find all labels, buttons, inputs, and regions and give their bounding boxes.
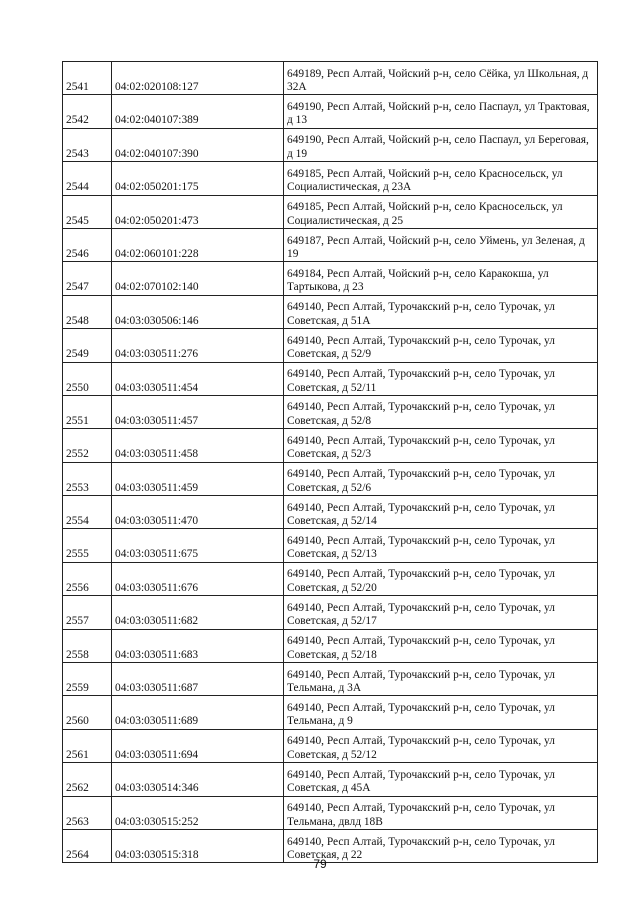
row-number-cell: 2550 [63, 362, 112, 395]
cadastral-number-cell: 04:03:030511:682 [112, 596, 284, 629]
row-number-cell: 2558 [63, 629, 112, 662]
cadastral-number-cell: 04:03:030506:146 [112, 295, 284, 328]
row-number-cell: 2547 [63, 262, 112, 295]
address-cell: 649140, Респ Алтай, Турочакский р-н, село Турочак, ул Тельмана, двлд 18В [284, 796, 598, 829]
table-row [63, 663, 598, 696]
property-table [62, 61, 598, 863]
row-number-cell: 2559 [63, 663, 112, 696]
cadastral-number-cell: 04:03:030511:694 [112, 729, 284, 762]
table-row [63, 395, 598, 428]
cadastral-number-cell: 04:03:030514:346 [112, 763, 284, 796]
address-cell: 649140, Респ Алтай, Турочакский р-н, село Турочак, ул Тельмана, д 9 [284, 696, 598, 729]
row-number-cell: 2546 [63, 228, 112, 261]
page-number: 79 [313, 857, 327, 871]
table-row [63, 128, 598, 161]
row-number-cell: 2561 [63, 729, 112, 762]
table-row [63, 629, 598, 662]
cadastral-number-cell: 04:03:030511:675 [112, 529, 284, 562]
address-cell: 649185, Респ Алтай, Чойский р-н, село Красносельск, ул Социалистическая, д 23А [284, 162, 598, 195]
table-row [63, 262, 598, 295]
table-row [63, 295, 598, 328]
address-cell: 649190, Респ Алтай, Чойский р-н, село Паспаул, ул Береговая, д 19 [284, 128, 598, 161]
table-row [63, 462, 598, 495]
address-cell: 649140, Респ Алтай, Турочакский р-н, село Турочак, ул Советская, д 22 [284, 829, 598, 862]
cadastral-number-cell: 04:03:030511:687 [112, 663, 284, 696]
address-cell: 649189, Респ Алтай, Чойский р-н, село Сёйка, ул Школьная, д 32А [284, 62, 598, 95]
table-row [63, 763, 598, 796]
table-row [63, 729, 598, 762]
cadastral-number-cell: 04:03:030511:470 [112, 496, 284, 529]
address-cell: 649140, Респ Алтай, Турочакский р-н, село Турочак, ул Тельмана, д 3А [284, 663, 598, 696]
table-row [63, 696, 598, 729]
address-cell: 649140, Респ Алтай, Турочакский р-н, село Турочак, ул Советская, д 52/17 [284, 596, 598, 629]
table-row [63, 62, 598, 95]
cadastral-number-cell: 04:02:020108:127 [112, 62, 284, 95]
address-cell: 649184, Респ Алтай, Чойский р-н, село Каракокша, ул Тартыкова, д 23 [284, 262, 598, 295]
address-cell: 649140, Респ Алтай, Турочакский р-н, село Турочак, ул Советская, д 52/11 [284, 362, 598, 395]
property-table-body [63, 62, 598, 863]
table-row [63, 95, 598, 128]
table-row [63, 329, 598, 362]
table-row [63, 562, 598, 595]
cadastral-number-cell: 04:02:060101:228 [112, 228, 284, 261]
address-cell: 649140, Респ Алтай, Турочакский р-н, село Турочак, ул Советская, д 45А [284, 763, 598, 796]
cadastral-number-cell: 04:03:030511:676 [112, 562, 284, 595]
row-number-cell: 2562 [63, 763, 112, 796]
address-cell: 649140, Респ Алтай, Турочакский р-н, село Турочак, ул Советская, д 52/8 [284, 395, 598, 428]
row-number-cell: 2555 [63, 529, 112, 562]
cadastral-number-cell: 04:03:030511:454 [112, 362, 284, 395]
cadastral-number-cell: 04:03:030515:318 [112, 829, 284, 862]
cadastral-number-cell: 04:03:030511:276 [112, 329, 284, 362]
table-row [63, 596, 598, 629]
table-row [63, 228, 598, 261]
row-number-cell: 2557 [63, 596, 112, 629]
address-cell: 649140, Респ Алтай, Турочакский р-н, село Турочак, ул Советская, д 52/12 [284, 729, 598, 762]
row-number-cell: 2560 [63, 696, 112, 729]
row-number-cell: 2544 [63, 162, 112, 195]
row-number-cell: 2543 [63, 128, 112, 161]
cadastral-number-cell: 04:02:040107:390 [112, 128, 284, 161]
cadastral-number-cell: 04:03:030511:458 [112, 429, 284, 462]
row-number-cell: 2554 [63, 496, 112, 529]
address-cell: 649187, Респ Алтай, Чойский р-н, село Уймень, ул Зеленая, д 19 [284, 228, 598, 261]
table-row [63, 162, 598, 195]
table-row [63, 195, 598, 228]
cadastral-number-cell: 04:03:030511:457 [112, 395, 284, 428]
row-number-cell: 2563 [63, 796, 112, 829]
row-number-cell: 2549 [63, 329, 112, 362]
row-number-cell: 2548 [63, 295, 112, 328]
row-number-cell: 2564 [63, 829, 112, 862]
row-number-cell: 2552 [63, 429, 112, 462]
address-cell: 649140, Респ Алтай, Турочакский р-н, село Турочак, ул Советская, д 52/3 [284, 429, 598, 462]
row-number-cell: 2553 [63, 462, 112, 495]
address-cell: 649140, Респ Алтай, Турочакский р-н, село Турочак, ул Советская, д 51А [284, 295, 598, 328]
cadastral-number-cell: 04:03:030511:459 [112, 462, 284, 495]
address-cell: 649140, Респ Алтай, Турочакский р-н, село Турочак, ул Советская, д 52/14 [284, 496, 598, 529]
address-cell: 649190, Респ Алтай, Чойский р-н, село Паспаул, ул Трактовая, д 13 [284, 95, 598, 128]
row-number-cell: 2542 [63, 95, 112, 128]
row-number-cell: 2545 [63, 195, 112, 228]
row-number-cell: 2551 [63, 395, 112, 428]
row-number-cell: 2556 [63, 562, 112, 595]
address-cell: 649140, Респ Алтай, Турочакский р-н, село Турочак, ул Советская, д 52/13 [284, 529, 598, 562]
table-row [63, 796, 598, 829]
cadastral-number-cell: 04:03:030511:689 [112, 696, 284, 729]
cadastral-number-cell: 04:02:040107:389 [112, 95, 284, 128]
table-row [63, 362, 598, 395]
row-number-cell: 2541 [63, 62, 112, 95]
table-row [63, 529, 598, 562]
table-row [63, 496, 598, 529]
address-cell: 649140, Респ Алтай, Турочакский р-н, село Турочак, ул Советская, д 52/9 [284, 329, 598, 362]
table-row [63, 429, 598, 462]
cadastral-number-cell: 04:03:030511:683 [112, 629, 284, 662]
address-cell: 649185, Респ Алтай, Чойский р-н, село Красносельск, ул Социалистическая, д 25 [284, 195, 598, 228]
address-cell: 649140, Респ Алтай, Турочакский р-н, село Турочак, ул Советская, д 52/20 [284, 562, 598, 595]
cadastral-number-cell: 04:02:070102:140 [112, 262, 284, 295]
cadastral-number-cell: 04:02:050201:473 [112, 195, 284, 228]
address-cell: 649140, Респ Алтай, Турочакский р-н, село Турочак, ул Советская, д 52/18 [284, 629, 598, 662]
cadastral-number-cell: 04:02:050201:175 [112, 162, 284, 195]
address-cell: 649140, Респ Алтай, Турочакский р-н, село Турочак, ул Советская, д 52/6 [284, 462, 598, 495]
cadastral-number-cell: 04:03:030515:252 [112, 796, 284, 829]
